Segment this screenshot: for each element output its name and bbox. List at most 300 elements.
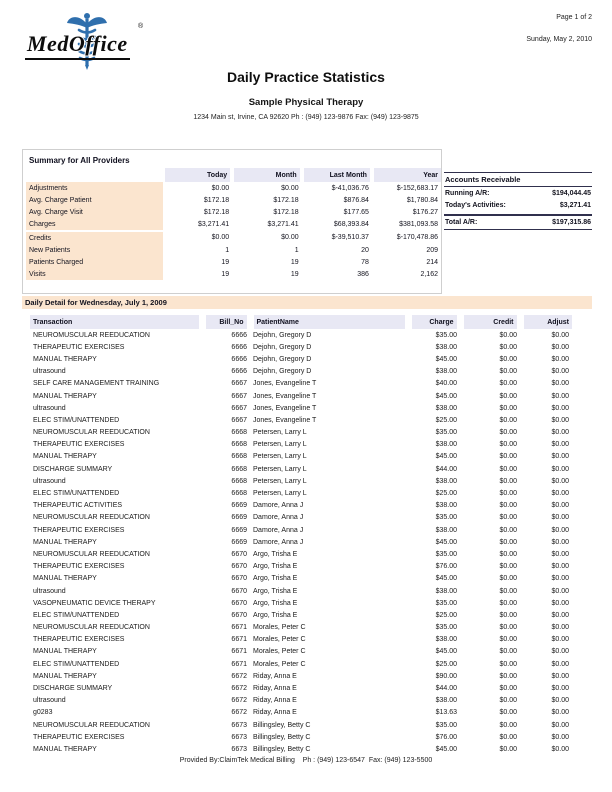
table-row xyxy=(30,682,572,694)
table-row xyxy=(30,512,572,524)
credit-cell: $0.00 xyxy=(499,599,517,607)
table-row xyxy=(30,500,572,512)
summary-value-cell: 20 xyxy=(361,246,369,254)
charge-cell: $45.00 xyxy=(435,392,457,400)
ar-title: Accounts Receivable xyxy=(444,172,592,187)
transaction-cell: MANUAL THERAPY xyxy=(33,538,97,546)
summary-row-label: Visits xyxy=(26,268,163,280)
credit-cell: $0.00 xyxy=(499,429,517,437)
summary-table xyxy=(26,168,441,280)
patient-name-cell: Riday, Anna E xyxy=(253,685,297,693)
footer: Provided By:ClaimTek Medical Billing Ph : (949) 123-6547 Fax: (949) 123-5500 xyxy=(179,757,433,764)
detail-column-header: Charge xyxy=(408,315,460,329)
adjust-cell: $0.00 xyxy=(551,538,569,546)
credit-cell: $0.00 xyxy=(499,404,517,412)
transaction-cell: ultrasound xyxy=(33,697,66,705)
bill-no-cell: 6672 xyxy=(231,709,247,717)
charge-cell: $25.00 xyxy=(435,490,457,498)
practice-name: Sample Physical Therapy xyxy=(248,97,364,108)
summary-value-cell: $176.27 xyxy=(412,208,438,216)
table-row xyxy=(30,695,572,707)
credit-cell: $0.00 xyxy=(499,733,517,741)
ar-total-value: $197,315.86 xyxy=(552,219,591,226)
adjust-cell: $0.00 xyxy=(551,733,569,741)
bill-no-cell: 6670 xyxy=(231,563,247,571)
adjust-cell: $0.00 xyxy=(551,477,569,485)
charge-cell: $38.00 xyxy=(435,697,457,705)
patient-name-cell: Billingsley, Betty C xyxy=(253,745,311,753)
patient-name-cell: Petersen, Larry L xyxy=(253,429,307,437)
charge-cell: $35.00 xyxy=(435,429,457,437)
adjust-cell: $0.00 xyxy=(551,745,569,753)
transaction-cell: NEUROMUSCULAR REEDUCATION xyxy=(33,624,150,632)
adjust-cell: $0.00 xyxy=(551,636,569,644)
charge-cell: $38.00 xyxy=(435,502,457,510)
transaction-cell: THERAPEUTIC EXERCISES xyxy=(33,636,125,644)
adjust-cell: $0.00 xyxy=(551,611,569,619)
patient-name-cell: Morales, Peter C xyxy=(253,636,306,644)
transaction-cell: SELF CARE MANAGEMENT TRAINING xyxy=(33,380,160,388)
credit-cell: $0.00 xyxy=(499,416,517,424)
bill-no-cell: 6670 xyxy=(231,599,247,607)
charge-cell: $76.00 xyxy=(435,733,457,741)
adjust-cell: $0.00 xyxy=(551,672,569,680)
patient-name-cell: Petersen, Larry L xyxy=(253,441,307,449)
bill-no-cell: 6673 xyxy=(231,721,247,729)
charge-cell: $25.00 xyxy=(435,416,457,424)
bill-no-cell: 6667 xyxy=(231,392,247,400)
summary-column-header: Month xyxy=(232,168,302,182)
patient-name-cell: Damore, Anna J xyxy=(253,526,304,534)
charge-cell: $35.00 xyxy=(435,514,457,522)
bill-no-cell: 6670 xyxy=(231,575,247,583)
table-row xyxy=(30,475,572,487)
bill-no-cell: 6668 xyxy=(231,453,247,461)
bill-no-cell: 6666 xyxy=(231,343,247,351)
summary-corner-cell xyxy=(26,168,163,182)
adjust-cell: $0.00 xyxy=(551,441,569,449)
credit-cell: $0.00 xyxy=(499,514,517,522)
summary-value-cell: $0.00 xyxy=(281,184,299,192)
summary-row-label: Credits xyxy=(26,231,163,244)
adjust-cell: $0.00 xyxy=(551,514,569,522)
patient-name-cell: Jones, Evangeline T xyxy=(253,380,317,388)
table-row xyxy=(30,329,572,341)
summary-value-cell: 209 xyxy=(426,246,438,254)
logo-text: MedOffice xyxy=(25,31,130,60)
transaction-cell: THERAPEUTIC EXERCISES xyxy=(33,343,125,351)
patient-name-cell: Petersen, Larry L xyxy=(253,477,307,485)
patient-name-cell: Dejohn, Gregory D xyxy=(253,368,312,376)
patient-name-cell: Billingsley, Betty C xyxy=(253,733,311,741)
bill-no-cell: 6670 xyxy=(231,587,247,595)
table-row xyxy=(30,646,572,658)
bill-no-cell: 6668 xyxy=(231,477,247,485)
summary-row xyxy=(26,182,441,194)
charge-cell: $38.00 xyxy=(435,526,457,534)
patient-name-cell: Jones, Evangeline T xyxy=(253,416,317,424)
ar-row xyxy=(444,187,592,199)
charge-cell: $45.00 xyxy=(435,538,457,546)
bill-no-cell: 6673 xyxy=(231,745,247,753)
table-row xyxy=(30,548,572,560)
daily-detail-section-header: Daily Detail for Wednesday, July 1, 2009 xyxy=(22,296,592,309)
table-row xyxy=(30,609,572,621)
bill-no-cell: 6672 xyxy=(231,672,247,680)
bill-no-cell: 6672 xyxy=(231,697,247,705)
summary-row xyxy=(26,194,441,206)
credit-cell: $0.00 xyxy=(499,343,517,351)
page-title: Daily Practice Statistics xyxy=(227,69,385,85)
summary-value-cell: $381,093.58 xyxy=(399,221,438,228)
summary-value-cell: $0.00 xyxy=(211,184,230,192)
table-row xyxy=(30,463,572,475)
transaction-cell: MANUAL THERAPY xyxy=(33,355,97,363)
patient-name-cell: Argo, Trisha E xyxy=(253,563,298,571)
charge-cell: $45.00 xyxy=(435,453,457,461)
patient-name-cell: Riday, Anna E xyxy=(253,697,297,705)
bill-no-cell: 6669 xyxy=(231,514,247,522)
charge-cell: $45.00 xyxy=(435,575,457,583)
patient-name-cell: Damore, Anna J xyxy=(253,538,304,546)
table-row xyxy=(30,658,572,670)
adjust-cell: $0.00 xyxy=(551,392,569,400)
bill-no-cell: 6666 xyxy=(231,355,247,363)
charge-cell: $38.00 xyxy=(435,441,457,449)
table-row xyxy=(30,585,572,597)
charge-cell: $35.00 xyxy=(435,624,457,632)
adjust-cell: $0.00 xyxy=(551,368,569,376)
registered-mark: ® xyxy=(138,23,144,30)
summary-row xyxy=(26,231,441,244)
patient-name-cell: Dejohn, Gregory D xyxy=(253,355,312,363)
table-row xyxy=(30,707,572,719)
credit-cell: $0.00 xyxy=(499,538,517,546)
adjust-cell: $0.00 xyxy=(551,648,569,656)
patient-name-cell: Billingsley, Betty C xyxy=(253,721,311,729)
credit-cell: $0.00 xyxy=(499,453,517,461)
medoffice-logo xyxy=(22,10,150,72)
summary-value-cell: $172.18 xyxy=(203,196,230,204)
patient-name-cell: Damore, Anna J xyxy=(253,502,304,510)
table-row xyxy=(30,451,572,463)
transaction-cell: THERAPEUTIC EXERCISES xyxy=(33,563,125,571)
transaction-cell: NEUROMUSCULAR REEDUCATION xyxy=(33,550,150,558)
adjust-cell: $0.00 xyxy=(551,697,569,705)
patient-name-cell: Dejohn, Gregory D xyxy=(253,343,312,351)
detail-column-header: Bill_No xyxy=(202,315,250,329)
table-row xyxy=(30,634,572,646)
table-row xyxy=(30,719,572,731)
charge-cell: $40.00 xyxy=(435,380,457,388)
table-row xyxy=(30,487,572,499)
patient-name-cell: Petersen, Larry L xyxy=(253,453,307,461)
bill-no-cell: 6671 xyxy=(231,648,247,656)
page-number: Page 1 of 2 xyxy=(556,14,592,21)
credit-cell: $0.00 xyxy=(499,490,517,498)
table-row xyxy=(30,561,572,573)
table-row xyxy=(30,341,572,353)
patient-name-cell: Argo, Trisha E xyxy=(253,587,298,595)
summary-row-label: New Patients xyxy=(26,244,163,256)
transaction-cell: NEUROMUSCULAR REEDUCATION xyxy=(33,429,150,437)
adjust-cell: $0.00 xyxy=(551,331,569,339)
summary-row-label: Avg. Charge Patient xyxy=(26,194,163,206)
patient-name-cell: Petersen, Larry L xyxy=(253,465,307,473)
adjust-cell: $0.00 xyxy=(551,429,569,437)
summary-value-cell: 19 xyxy=(221,270,230,278)
ar-total-row xyxy=(444,214,592,230)
table-row xyxy=(30,743,572,755)
summary-row xyxy=(26,268,441,280)
summary-row-label: Adjustments xyxy=(26,182,163,194)
bill-no-cell: 6669 xyxy=(231,538,247,546)
transaction-cell: NEUROMUSCULAR REEDUCATION xyxy=(33,721,150,729)
charge-cell: $38.00 xyxy=(435,636,457,644)
credit-cell: $0.00 xyxy=(499,331,517,339)
patient-name-cell: Petersen, Larry L xyxy=(253,490,307,498)
patient-name-cell: Jones, Evangeline T xyxy=(253,404,317,412)
adjust-cell: $0.00 xyxy=(551,416,569,424)
bill-no-cell: 6670 xyxy=(231,611,247,619)
ar-row-value: $194,044.45 xyxy=(552,190,591,197)
transaction-cell: THERAPEUTIC ACTIVITIES xyxy=(33,502,123,510)
transaction-cell: ELEC STIM/UNATTENDED xyxy=(33,416,120,424)
charge-cell: $35.00 xyxy=(435,550,457,558)
bill-no-cell: 6673 xyxy=(231,733,247,741)
detail-column-header: PatientName xyxy=(250,315,408,329)
transaction-cell: ELEC STIM/UNATTENDED xyxy=(33,611,120,619)
transaction-cell: MANUAL THERAPY xyxy=(33,648,97,656)
patient-name-cell: Argo, Trisha E xyxy=(253,611,298,619)
detail-column-header: Transaction xyxy=(30,315,202,329)
charge-cell: $38.00 xyxy=(435,477,457,485)
table-row xyxy=(30,573,572,585)
table-row xyxy=(30,390,572,402)
credit-cell: $0.00 xyxy=(499,685,517,693)
summary-row xyxy=(26,244,441,256)
table-row xyxy=(30,597,572,609)
summary-value-cell: $172.18 xyxy=(273,208,299,216)
summary-column-header: Year xyxy=(372,168,441,182)
table-row xyxy=(30,622,572,634)
charge-cell: $45.00 xyxy=(435,648,457,656)
patient-name-cell: Jones, Evangeline T xyxy=(253,392,317,400)
transaction-cell: DISCHARGE SUMMARY xyxy=(33,465,113,473)
bill-no-cell: 6668 xyxy=(231,441,247,449)
charge-cell: $38.00 xyxy=(435,587,457,595)
summary-value-cell: 1 xyxy=(225,246,230,254)
credit-cell: $0.00 xyxy=(499,392,517,400)
adjust-cell: $0.00 xyxy=(551,502,569,510)
summary-value-cell: $0.00 xyxy=(281,234,299,241)
charge-cell: $38.00 xyxy=(435,404,457,412)
transaction-cell: ultrasound xyxy=(33,477,66,485)
adjust-cell: $0.00 xyxy=(551,575,569,583)
patient-name-cell: Damore, Anna J xyxy=(253,514,304,522)
transaction-cell: MANUAL THERAPY xyxy=(33,575,97,583)
charge-cell: $35.00 xyxy=(435,599,457,607)
adjust-cell: $0.00 xyxy=(551,490,569,498)
credit-cell: $0.00 xyxy=(499,721,517,729)
transaction-cell: THERAPEUTIC EXERCISES xyxy=(33,526,125,534)
report-date: Sunday, May 2, 2010 xyxy=(526,36,592,43)
transaction-cell: MANUAL THERAPY xyxy=(33,392,97,400)
table-row xyxy=(30,670,572,682)
credit-cell: $0.00 xyxy=(499,441,517,449)
credit-cell: $0.00 xyxy=(499,355,517,363)
credit-cell: $0.00 xyxy=(499,550,517,558)
patient-name-cell: Argo, Trisha E xyxy=(253,599,298,607)
table-row xyxy=(30,427,572,439)
detail-column-header: Adjust xyxy=(520,315,572,329)
adjust-cell: $0.00 xyxy=(551,721,569,729)
summary-value-cell: $1,780.84 xyxy=(406,196,438,204)
table-row xyxy=(30,353,572,365)
bill-no-cell: 6668 xyxy=(231,465,247,473)
charge-cell: $35.00 xyxy=(435,721,457,729)
summary-column-header: Today xyxy=(163,168,233,182)
bill-no-cell: 6668 xyxy=(231,490,247,498)
summary-value-cell: 1 xyxy=(294,246,299,254)
table-row xyxy=(30,524,572,536)
transaction-cell: NEUROMUSCULAR REEDUCATION xyxy=(33,514,150,522)
adjust-cell: $0.00 xyxy=(551,453,569,461)
charge-cell: $38.00 xyxy=(435,343,457,351)
summary-value-cell: $-41,036.76 xyxy=(331,184,369,192)
credit-cell: $0.00 xyxy=(499,563,517,571)
bill-no-cell: 6669 xyxy=(231,526,247,534)
charge-cell: $45.00 xyxy=(435,745,457,753)
transaction-cell: NEUROMUSCULAR REEDUCATION xyxy=(33,331,150,339)
credit-cell: $0.00 xyxy=(499,745,517,753)
table-row xyxy=(30,731,572,743)
summary-row-label: Patients Charged xyxy=(26,256,163,268)
transaction-cell: THERAPEUTIC EXERCISES xyxy=(33,441,125,449)
ar-row-label: Today's Activities: xyxy=(445,202,506,209)
summary-value-cell: $-170,478.86 xyxy=(396,234,438,241)
transaction-cell: MANUAL THERAPY xyxy=(33,745,97,753)
table-row xyxy=(30,536,572,548)
transaction-cell: ELEC STIM/UNATTENDED xyxy=(33,490,120,498)
summary-row xyxy=(26,206,441,218)
charge-cell: $44.00 xyxy=(435,465,457,473)
transaction-cell: VASOPNEUMATIC DEVICE THERAPY xyxy=(33,599,156,607)
bill-no-cell: 6671 xyxy=(231,624,247,632)
patient-name-cell: Morales, Peter C xyxy=(253,660,306,668)
summary-title: Summary for All Providers xyxy=(29,156,130,165)
bill-no-cell: 6666 xyxy=(231,368,247,376)
credit-cell: $0.00 xyxy=(499,477,517,485)
adjust-cell: $0.00 xyxy=(551,526,569,534)
credit-cell: $0.00 xyxy=(499,624,517,632)
detail-column-header: Credit xyxy=(460,315,520,329)
bill-no-cell: 6666 xyxy=(231,331,247,339)
summary-value-cell: $3,271.41 xyxy=(197,221,230,228)
bill-no-cell: 6671 xyxy=(231,636,247,644)
adjust-cell: $0.00 xyxy=(551,624,569,632)
bill-no-cell: 6667 xyxy=(231,380,247,388)
summary-value-cell: 19 xyxy=(290,270,299,278)
summary-value-cell: 19 xyxy=(290,258,299,266)
credit-cell: $0.00 xyxy=(499,575,517,583)
transaction-cell: ultrasound xyxy=(33,587,66,595)
summary-value-cell: $3,271.41 xyxy=(267,221,299,228)
summary-row xyxy=(26,256,441,268)
practice-address: 1234 Main st, Irvine, CA 92620 Ph : (949) 123-9876 Fax: (949) 123-9875 xyxy=(193,114,419,121)
summary-value-cell: $172.18 xyxy=(273,196,299,204)
patient-name-cell: Dejohn, Gregory D xyxy=(253,331,312,339)
ar-row xyxy=(444,199,592,211)
transaction-cell: g0283 xyxy=(33,709,53,717)
summary-value-cell: 19 xyxy=(221,258,230,266)
summary-value-cell: 214 xyxy=(426,258,438,266)
transaction-cell: ultrasound xyxy=(33,404,66,412)
adjust-cell: $0.00 xyxy=(551,404,569,412)
charge-cell: $44.00 xyxy=(435,685,457,693)
patient-name-cell: Riday, Anna E xyxy=(253,672,297,680)
summary-row-label: Avg. Charge Visit xyxy=(26,206,163,218)
credit-cell: $0.00 xyxy=(499,526,517,534)
bill-no-cell: 6667 xyxy=(231,404,247,412)
summary-value-cell: $0.00 xyxy=(211,234,230,241)
credit-cell: $0.00 xyxy=(499,672,517,680)
charge-cell: $38.00 xyxy=(435,368,457,376)
patient-name-cell: Riday, Anna E xyxy=(253,709,297,717)
charge-cell: $35.00 xyxy=(435,331,457,339)
summary-row xyxy=(26,218,441,231)
charge-cell: $13.63 xyxy=(435,709,457,717)
patient-name-cell: Argo, Trisha E xyxy=(253,550,298,558)
table-row xyxy=(30,402,572,414)
summary-column-header: Last Month xyxy=(302,168,372,182)
summary-row-label: Charges xyxy=(26,218,163,231)
adjust-cell: $0.00 xyxy=(551,660,569,668)
adjust-cell: $0.00 xyxy=(551,563,569,571)
transaction-cell: ultrasound xyxy=(33,368,66,376)
transaction-cell: MANUAL THERAPY xyxy=(33,453,97,461)
adjust-cell: $0.00 xyxy=(551,685,569,693)
table-row xyxy=(30,378,572,390)
patient-name-cell: Morales, Peter C xyxy=(253,648,306,656)
page-info xyxy=(526,14,592,58)
credit-cell: $0.00 xyxy=(499,587,517,595)
bill-no-cell: 6672 xyxy=(231,685,247,693)
credit-cell: $0.00 xyxy=(499,502,517,510)
patient-name-cell: Argo, Trisha E xyxy=(253,575,298,583)
transaction-cell: MANUAL THERAPY xyxy=(33,672,97,680)
summary-value-cell: $177.65 xyxy=(343,208,369,216)
bill-no-cell: 6671 xyxy=(231,660,247,668)
charge-cell: $76.00 xyxy=(435,563,457,571)
ar-row-value: $3,271.41 xyxy=(559,202,591,209)
ar-row-label: Running A/R: xyxy=(445,190,490,197)
table-row xyxy=(30,414,572,426)
adjust-cell: $0.00 xyxy=(551,343,569,351)
summary-value-cell: 78 xyxy=(361,258,369,266)
credit-cell: $0.00 xyxy=(499,380,517,388)
ar-total-label: Total A/R: xyxy=(445,219,478,226)
credit-cell: $0.00 xyxy=(499,648,517,656)
table-row xyxy=(30,439,572,451)
bill-no-cell: 6668 xyxy=(231,429,247,437)
credit-cell: $0.00 xyxy=(499,660,517,668)
table-row xyxy=(30,366,572,378)
summary-value-cell: $68,393.84 xyxy=(333,221,369,228)
credit-cell: $0.00 xyxy=(499,465,517,473)
charge-cell: $25.00 xyxy=(435,660,457,668)
transaction-cell: THERAPEUTIC EXERCISES xyxy=(33,733,125,741)
